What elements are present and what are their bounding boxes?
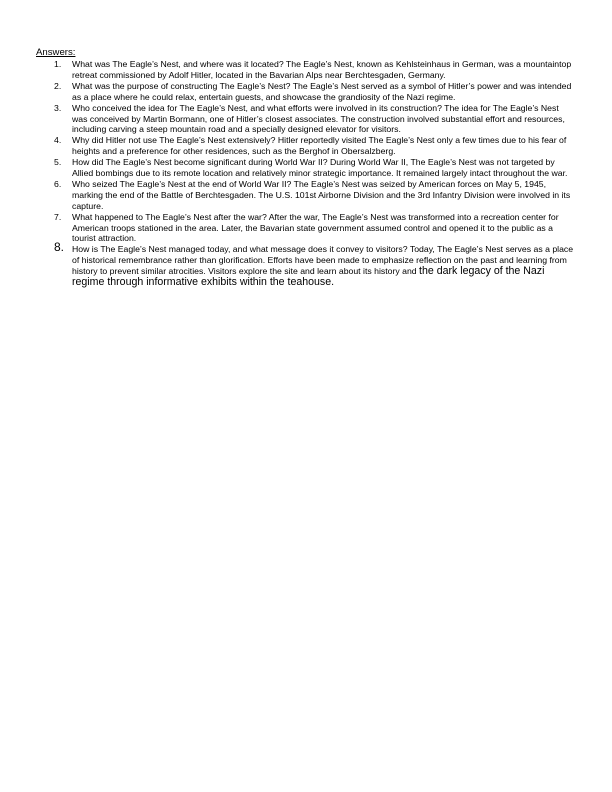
answer-text: How is The Eagle’s Nest managed today, and what message does it convey to visitors? Today, The Eagle’s Nest serves as a place of historical remembrance rather than glorification. Efforts have been made to emphasize reflection on the past and learning from history to prevent similar atrocities. Visitors explore the site and learn about its history and [72,244,574,276]
answer-item-7 [36,212,576,244]
answer-item-3 [36,103,576,135]
answer-text: Who conceived the idea for The Eagle’s Nest, and what efforts were involved in its construction? The idea for The Eagle’s Nest was conceived by Martin Bormann, one of Hitler’s closest associates. The construction involved substantial effort and resources, including carving a steep mountain road and a specially designed elevator for visitors. [72,102,565,135]
answer-item-6 [36,179,576,211]
answer-item-1 [36,59,576,80]
item-number: 8. [54,240,65,255]
answer-text: What happened to The Eagle’s Nest after the war? After the war, The Eagle’s Nest was transformed into a recreation center for American troops stationed in the area. Later, the Bavarian state government assumed control and opened it to the public as a tourist attraction. [72,211,559,244]
item-number: 7. [54,211,62,222]
item-number: 2. [54,80,62,91]
answer-text: Who seized The Eagle’s Nest at the end of World War II? The Eagle’s Nest was seized by American forces on May 5, 1945, marking the end of the Battle of Berchtesgaden. The U.S. 101st Airborne Division and the 3rd Infantry Division were involved in its capture. [72,179,571,211]
answer-text: How did The Eagle’s Nest become significant during World War II? During World War II, The Eagle’s Nest was not targeted by Allied bombings due to its remote location and relatively minor strategic importance. It remained largely intact throughout the war. [72,157,568,179]
answer-text: What was the purpose of constructing The Eagle’s Nest? The Eagle’s Nest served as a symbol of Hitler’s power and was intended as a place where he could relax, entertain guests, and showcase the grandiosity of the Nazi regime. [72,80,572,102]
answer-item-4 [36,135,576,156]
answer-item-5 [36,157,576,178]
item-number: 3. [54,102,62,113]
answer-item-8 [36,240,576,288]
answer-item-2 [36,81,576,102]
item-number: 4. [54,135,62,146]
item-number: 1. [54,59,62,69]
answer-text: Why did Hitler not use The Eagle’s Nest extensively? Hitler reportedly visited The Eagle’s Nest only a few times due to his fear of heights and a preference for other residences, such as the Berghof in Obersalzberg. [72,135,567,157]
answers-list [36,59,576,288]
answer-document [36,47,576,288]
answer-text: What was The Eagle’s Nest, and where was it located? The Eagle’s Nest, known as Kehlsteinhaus in German, was a mountaintop retreat commissioned by Adolf Hitler, located in the Bavarian Alps near Berchtesgaden, Germany. [72,59,572,80]
answers-heading: Answers: [36,47,76,58]
item-number: 6. [54,179,62,190]
answer-text-tail: the dark legacy of the Nazi regime through informative exhibits within the teahouse. [72,264,545,288]
item-number: 5. [54,157,62,168]
